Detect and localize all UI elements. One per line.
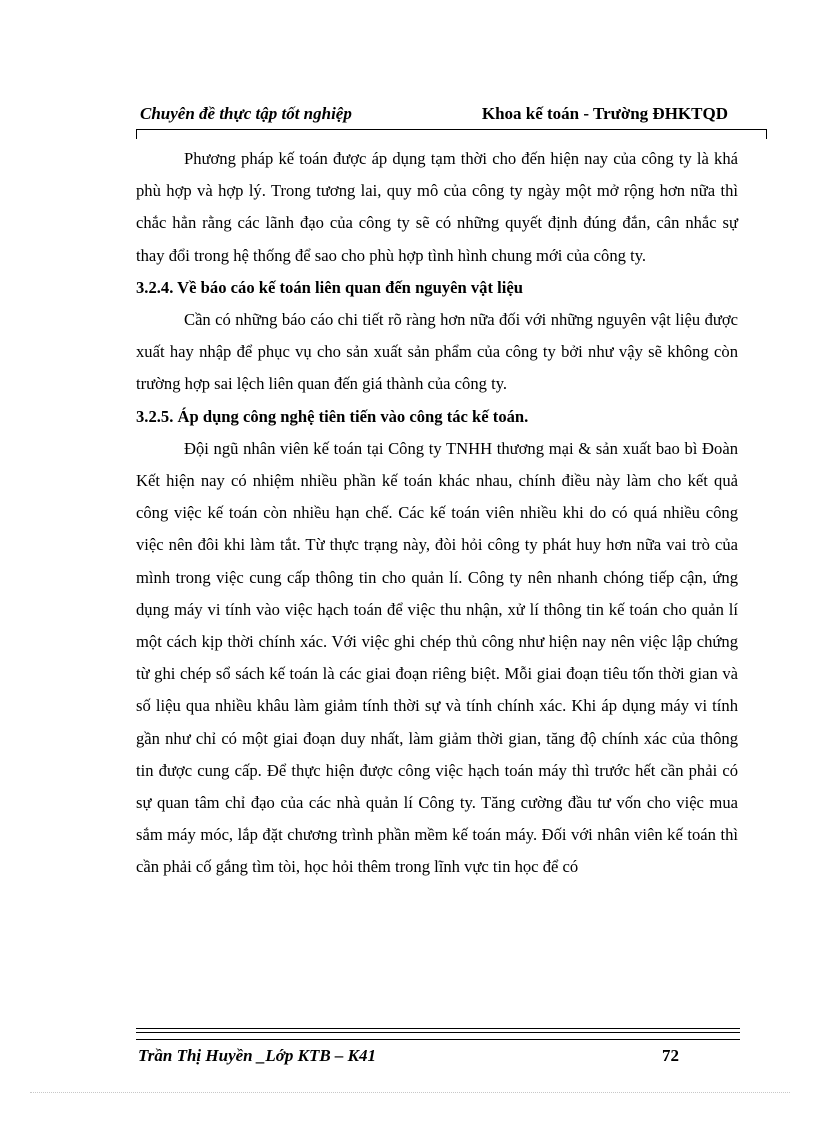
section-heading-3-2-5: 3.2.5. Áp dụng công nghệ tiên tiến vào công tác kế toán. (136, 406, 529, 426)
paragraph-2: Cần có những báo cáo chi tiết rõ ràng hơn nữa đối với những nguyên vật liệu được xuất hay nhập để phục vụ cho sản xuất sản phẩm của công ty bởi như vậy sẽ không còn trường hợp sai lệch liên quan đến giá thành của công ty. (136, 310, 738, 394)
header-rule-right-tick (766, 129, 767, 139)
paragraph-3: Đội ngũ nhân viên kế toán tại Công ty TNHH thương mại & sản xuất bao bì Đoàn Kết hiện nay có nhiệm nhiều phần kế toán khác nhau, chính điều này làm cho kết quả công việc kế toán còn nhiều hạn chế. Các kế toán viên nhiều khi do có quá nhiều công việc nên đôi khi làm tắt. Từ thực trạng này, đòi hỏi công ty phát huy hơn nữa vai trò của mình trong việc cung cấp thông tin cho quản lí. Công ty nên nhanh chóng tiếp cận, ứng dụng máy vi tính vào việc hạch toán để việc thu nhận, xử lí thông tin kế toán cho quản lí một cách kịp thời chính xác. Với việc ghi chép thủ công như hiện nay nên việc lập chứng từ ghi chép sổ sách kế toán là các giai đoạn riêng biệt. Mỗi giai đoạn tiêu tốn thời gian và số liệu qua nhiều khâu làm giảm tính thời sự và tính chính xác. Khi áp dụng máy vi tính gần như chỉ có một giai đoạn duy nhất, làm giảm thời gian, tăng độ chính xác của thông tin được cung cấp. Để thực hiện được công việc hạch toán máy thì trước hết cần phải có sự quan tâm chỉ đạo của các nhà quản lí Công ty. Tăng cường đầu tư vốn cho việc mua sắm máy móc, lắp đặt chương trình phần mềm kế toán máy. Đối với nhân viên kế toán thì cần phải cố gắng tìm tòi, học hỏi thêm trong lĩnh vực tin học để có (136, 438, 738, 877)
page-body (136, 143, 738, 884)
page-header (138, 102, 738, 128)
header-document-title: Chuyên đề thực tập tốt nghiệp (140, 104, 352, 123)
section-heading-3-2-4: 3.2.4. Về báo cáo kế toán liên quan đến nguyên vật liệu (136, 277, 523, 297)
footer-rule-top (136, 1028, 740, 1029)
footer-rule (136, 1032, 740, 1040)
header-rule (136, 129, 767, 130)
paragraph-1: Phương pháp kế toán được áp dụng tạm thời cho đến hiện nay của công ty là khá phù hợp và hợp lý. Trong tương lai, quy mô của công ty ngày một mở rộng hơn nữa thì chắc hẳn rằng các lãnh đạo của công ty sẽ có những quyết định đúng đắn, cân nhắc sự thay đổi trong hệ thống để sao cho phù hợp tình hình chung mới của công ty. (136, 149, 738, 265)
page-number: 72 (662, 1046, 679, 1065)
footer-author: Trần Thị Huyền _Lớp KTB – K41 (138, 1046, 377, 1065)
header-rule-left-tick (136, 129, 137, 139)
header-faculty: Khoa kế toán - Trường ĐHKTQD (481, 104, 728, 123)
page-bottom-dotted-line (30, 1092, 790, 1093)
